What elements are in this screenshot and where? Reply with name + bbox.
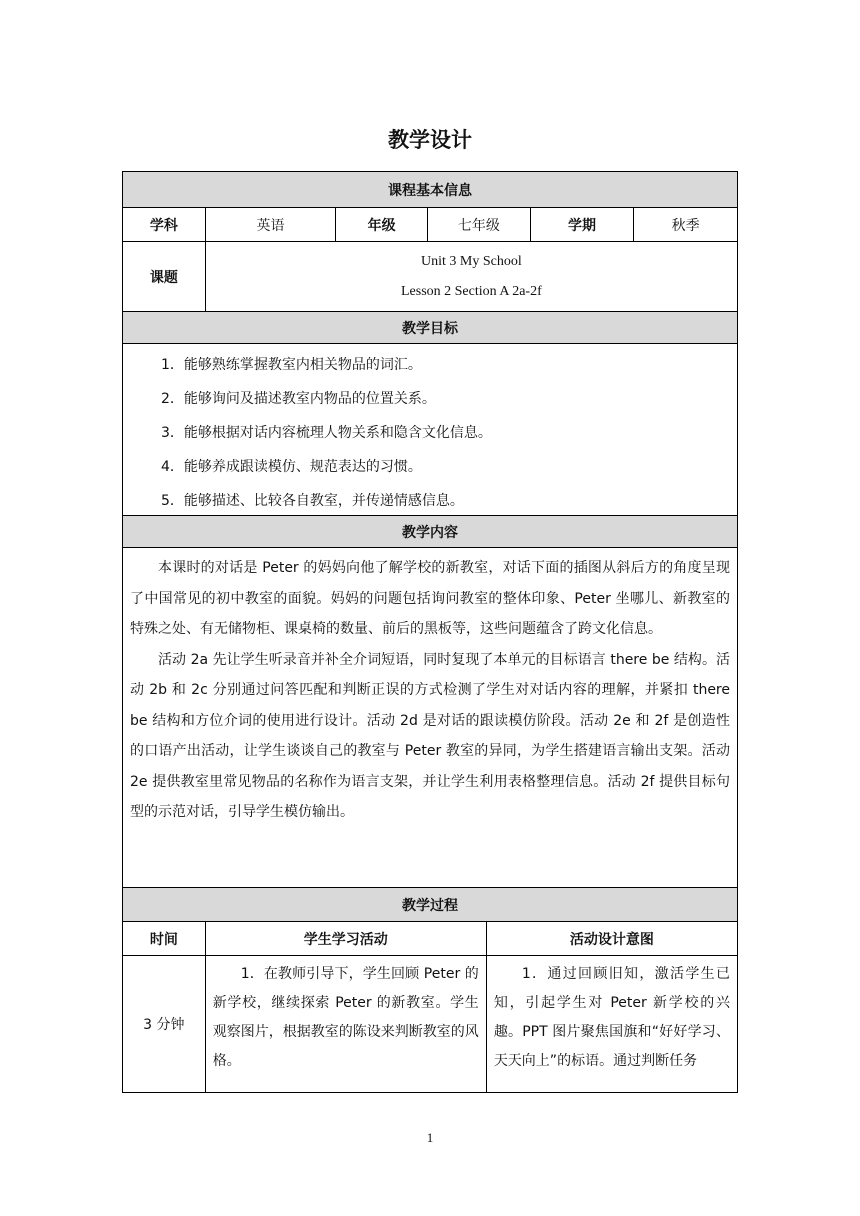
goal-item: 4．能够养成跟读模仿、规范表达的习惯。 [161,459,422,475]
document-title: 教学设计 [388,128,472,152]
col-time: 时间 [123,922,206,955]
page-number: 1 [426,1130,434,1145]
term-value: 秋季 [671,217,700,234]
topic-value [206,242,737,311]
goal-item: 5．能够描述、比较各自教室，并传递情感信息。 [161,493,464,509]
grade-label: 年级 [336,208,428,241]
col-activity: 学生学习活动 [206,922,487,955]
content-body [123,548,737,887]
topic-row [123,242,737,312]
process-activity-text: 1．在教师引导下，学生回顾 Peter 的新学校，继续探索 Peter 的新教室。学生观察图片，根据教室的陈设来判断教室的风格。 [212,966,479,1069]
content-paragraph: 本课时的对话是 Peter 的妈妈向他了解学校的新教室，对话下面的插图从斜后方的角度呈现了中国常见的初中教室的面貌。妈妈的问题包括询问教室的整体印象、Peter 坐哪儿、新教室的特殊之处、有无储物柜、课桌椅的数量、前后的黑板等，这些问题蕴含了跨文化信息。 [130,560,730,637]
goals-header: 教学目标 [123,312,737,343]
process-header: 教学过程 [123,888,737,921]
basic-info-header-row [123,172,737,208]
term-label: 学期 [531,208,635,241]
process-header-row [123,888,737,922]
subject-label: 学科 [123,208,206,241]
goal-item: 1．能够熟练掌握教室内相关物品的词汇。 [161,357,422,373]
process-columns-row [123,922,737,956]
content-row [123,548,737,888]
basic-info-header: 课程基本信息 [123,172,737,207]
topic-line-1: Unit 3 My School [421,253,522,269]
goal-item: 2．能够询问及描述教室内物品的位置关系。 [161,391,436,407]
subject-value: 英语 [206,208,337,241]
topic-label: 课题 [123,242,206,311]
goal-item: 3．能够根据对话内容梳理人物关系和隐含文化信息。 [161,425,492,441]
goals-list [123,344,737,515]
goals-header-row [123,312,737,344]
process-time: 3 分钟 [123,956,206,1092]
topic-line-2: Lesson 2 Section A 2a-2f [400,283,542,299]
process-activity [206,956,487,1092]
info-row [123,208,737,242]
content-header: 教学内容 [123,516,737,547]
goals-row [123,344,737,516]
process-intent-text: 1．通过回顾旧知，激活学生已知，引起学生对 Peter 新学校的兴趣。PPT 图片聚焦国旗和“好好学习、天天向上”的标语。通过判断任务 [493,966,730,1069]
grade-value: 七年级 [428,208,531,241]
content-paragraph: 活动 2a 先让学生听录音并补全介词短语，同时复现了本单元的目标语言 there be 结构。活动 2b 和 2c 分别通过问答匹配和判断正误的方式检测了学生对对话内容的理解，并紧扣 there be 结构和方位介词的使用进行设计。活动 2d 是对话的跟读模仿阶段。活动 2e 和 2f 是创造性的口语产出活动，让学生谈谈自己的教室与 Peter 教室的异同，为学生搭建语言输出支架。活动 2e 提供教室里常见物品的名称作为语言支架，并让学生利用表格整理信息。活动 2f 提供目标句型的示范对话，引导学生模仿输出。 [130,651,730,820]
process-intent [487,956,737,1092]
col-intent: 活动设计意图 [569,931,654,948]
process-row [123,956,737,1092]
content-header-row [123,516,737,548]
lesson-plan-table [122,171,738,1093]
